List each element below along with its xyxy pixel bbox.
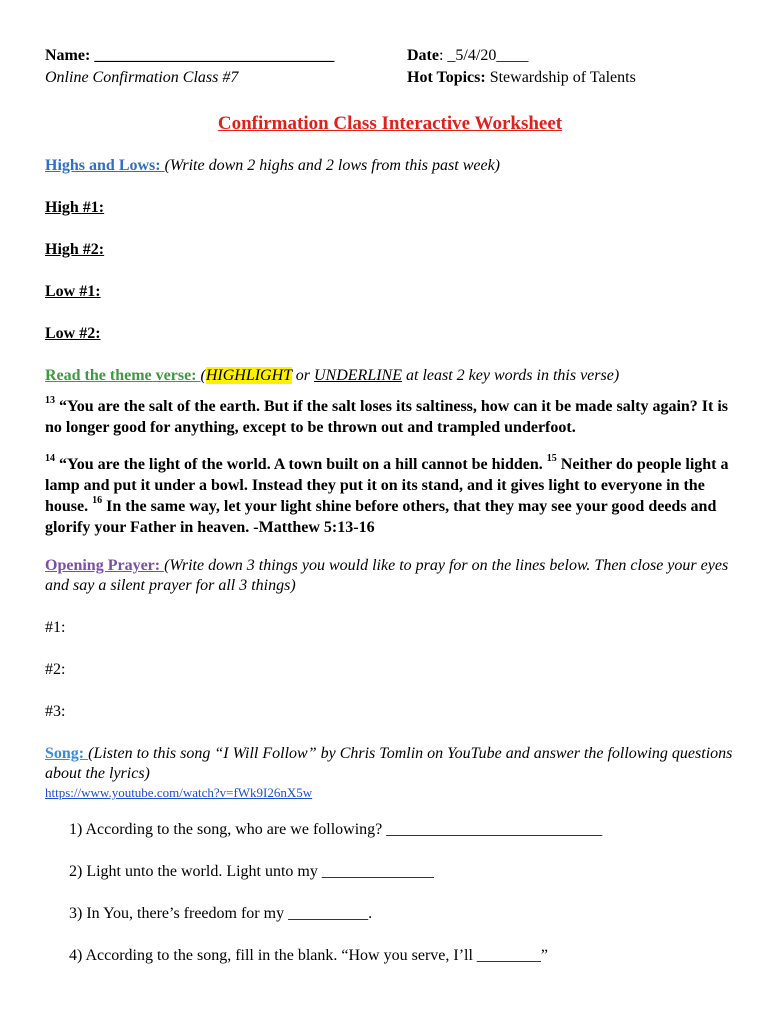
name-line xyxy=(45,46,334,66)
verse-14-number: 14 xyxy=(45,453,55,464)
opening-prayer-heading: Opening Prayer: xyxy=(45,557,165,574)
high-2-label: High #2: xyxy=(45,241,105,258)
verse-15-text: Neither do people light a lamp and put it under a bowl. Instead they put it on its stand, and it gives light to everyone in the house. xyxy=(45,456,729,515)
song-text: (Listen to this song “I Will Follow” by Chris Tomlin on YouTube and answer the following questions about the lyrics) xyxy=(45,745,733,782)
verse-13 xyxy=(45,396,735,438)
or-word: or xyxy=(291,367,314,384)
highs-lows-text: (Write down 2 highs and 2 lows from this past week) xyxy=(164,157,500,174)
theme-verse-instruction xyxy=(45,366,735,386)
highs-lows-instruction xyxy=(45,156,735,176)
opening-prayer-instruction xyxy=(45,556,735,596)
verse-16-number: 16 xyxy=(92,495,103,506)
song-heading: Song: xyxy=(45,745,89,762)
theme-verse-heading: Read the theme verse: xyxy=(45,367,201,384)
worksheet-header xyxy=(45,46,735,90)
verse-15-number: 15 xyxy=(546,453,557,464)
low-1-label: Low #1: xyxy=(45,283,101,300)
song-question-1: 1) According to the song, who are we following? ___________________________ xyxy=(69,821,603,838)
low-2-label: Low #2: xyxy=(45,325,101,342)
verse-13-number: 13 xyxy=(45,395,55,406)
prayer-1-label: #1: xyxy=(45,619,66,636)
worksheet-page xyxy=(45,46,735,966)
theme-verse-rest: at least 2 key words in this verse) xyxy=(402,367,620,384)
date-line xyxy=(407,46,528,66)
name-blank[interactable]: ______________________________ xyxy=(94,47,335,64)
song-youtube-link[interactable]: https://www.youtube.com/watch?v=fWk9I26nX5w xyxy=(45,785,313,800)
underline-word: UNDERLINE xyxy=(314,367,402,384)
song-instruction xyxy=(45,744,735,784)
prayer-2-label: #2: xyxy=(45,661,66,678)
date-label: Date xyxy=(407,47,439,64)
verse-14-text: “You are the light of the world. A town built on a hill cannot be hidden. xyxy=(55,456,547,473)
high-1-label: High #1: xyxy=(45,199,105,216)
verse-14-16 xyxy=(45,454,735,538)
hot-topics-label: Hot Topics: xyxy=(407,69,486,86)
highlight-word: HIGHLIGHT xyxy=(205,367,292,384)
song-question-4: 4) According to the song, fill in the blank. “How you serve, I’ll ________” xyxy=(69,947,549,964)
verse-13-text: “You are the salt of the earth. But if the salt loses its saltiness, how can it be made salty again? It is no longer good for anything, except to be thrown out and trampled underfoot. xyxy=(45,398,729,436)
highs-lows-heading: Highs and Lows: xyxy=(45,157,165,174)
class-title: Online Confirmation Class #7 xyxy=(45,69,239,86)
opening-prayer-text: (Write down 3 things you would like to pray for on the lines below. Then close your eyes and say a silent prayer for all 3 things) xyxy=(45,557,729,594)
song-question-3: 3) In You, there’s freedom for my __________. xyxy=(69,905,373,922)
song-question-2: 2) Light unto the world. Light unto my ______________ xyxy=(69,863,434,880)
prayer-3-label: #3: xyxy=(45,703,66,720)
hot-topics-line xyxy=(407,68,636,88)
worksheet-title: Confirmation Class Interactive Worksheet xyxy=(217,113,563,134)
date-value: : _5/4/20____ xyxy=(438,47,529,64)
hot-topics-value: Stewardship of Talents xyxy=(485,69,636,86)
paren-open: ( xyxy=(200,367,206,384)
verse-16-text: In the same way, let your light shine before others, that they may see your good deeds and glorify your Father in heaven. -Matthew 5:13-16 xyxy=(45,498,717,536)
name-label: Name: xyxy=(45,47,91,64)
